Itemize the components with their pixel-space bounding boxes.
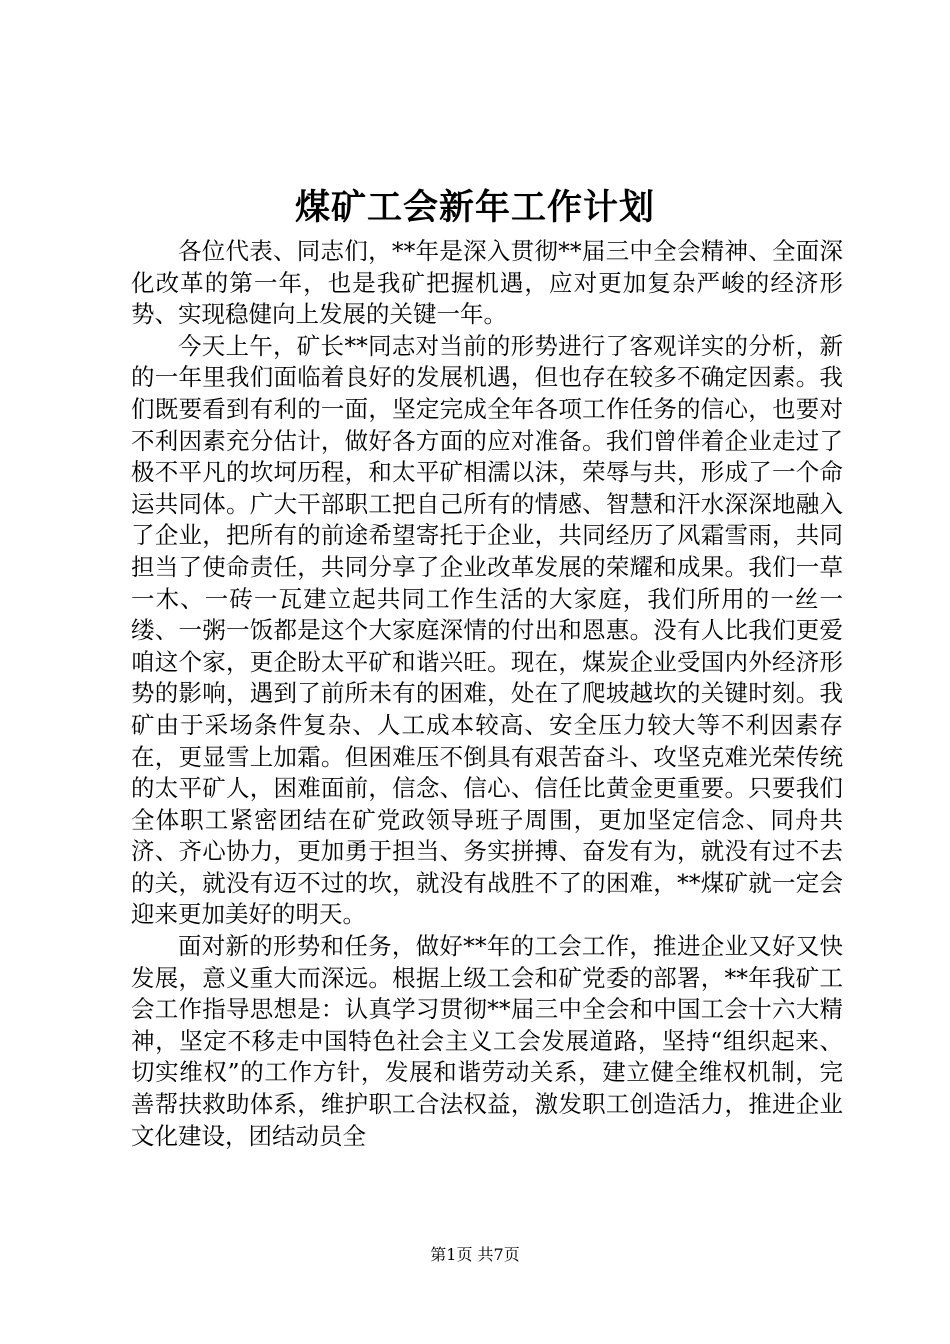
paragraph-situation: 今天上午，矿长**同志对当前的形势进行了客观详实的分析，新的一年里我们面临着良好的发展机遇，但也存在较多不确定因素。我们既要看到有利的一面，坚定完成全年各项工作任务的信心，也要对不利因素充分估计，做好各方面的应对准备。我们曾伴着企业走过了极不平凡的坎坷历程，和太平矿相濡以沫，荣辱与共，形成了一个命运共同体。广大干部职工把自己所有的情感、智慧和汗水深深地融入了企业，把所有的前途希望寄托于企业，共同经历了风霜雪雨，共同担当了使命责任，共同分享了企业改革发展的荣耀和成果。我们一草一木、一砖一瓦建立起共同工作生活的大家庭，我们所用的一丝一缕、一粥一饭都是这个大家庭深情的付出和恩惠。没有人比我们更爱咱这个家，更企盼太平矿和谐兴旺。现在，煤炭企业受国内外经济形势的影响，遇到了前所未有的困难，处在了爬坡越坎的关键时刻。我矿由于采场条件复杂、人工成本较高、安全压力较大等不利因素存在，更显雪上加霜。但困难压不倒具有艰苦奋斗、攻坚克难光荣传统的太平矿人，困难面前，信念、信心、信任比黄金更重要。只要我们全体职工紧密团结在矿党政领导班子周围，更加坚定信念、同舟共济、齐心协力，更加勇于担当、务实拼搏、奋发有为，就没有过不去的关，就没有迈不过的坎，就没有战胜不了的困难，**煤矿就一定会迎来更加美好的明天。 bbox=[131, 331, 843, 929]
document-title: 煤矿工会新年工作计划 bbox=[294, 187, 655, 228]
page-number-footer: 第1页 共7页 bbox=[430, 1245, 520, 1264]
paragraph-guiding-thought: 面对新的形势和任务，做好**年的工会工作，推进企业又好又快发展，意义重大而深远。根据上级工会和矿党委的部署，**年我矿工会工作指导思想是：认真学习贯彻**届三中全会和中国工会十六大精神，坚定不移走中国特色社会主义工会发展道路，坚持“组织起来、切实维权”的工作方针，发展和谐劳动关系，建立健全维权机制，完善帮扶救助体系，维护职工合法权益，激发职工创造活力，推进企业文化建设，团结动员全 bbox=[131, 932, 843, 1150]
document-body bbox=[131, 236, 843, 1152]
paragraph-greeting: 各位代表、同志们，**年是深入贯彻**届三中全会精神、全面深化改革的第一年，也是我矿把握机遇，应对更加复杂严峻的经济形势、实现稳健向上发展的关键一年。 bbox=[131, 237, 843, 329]
